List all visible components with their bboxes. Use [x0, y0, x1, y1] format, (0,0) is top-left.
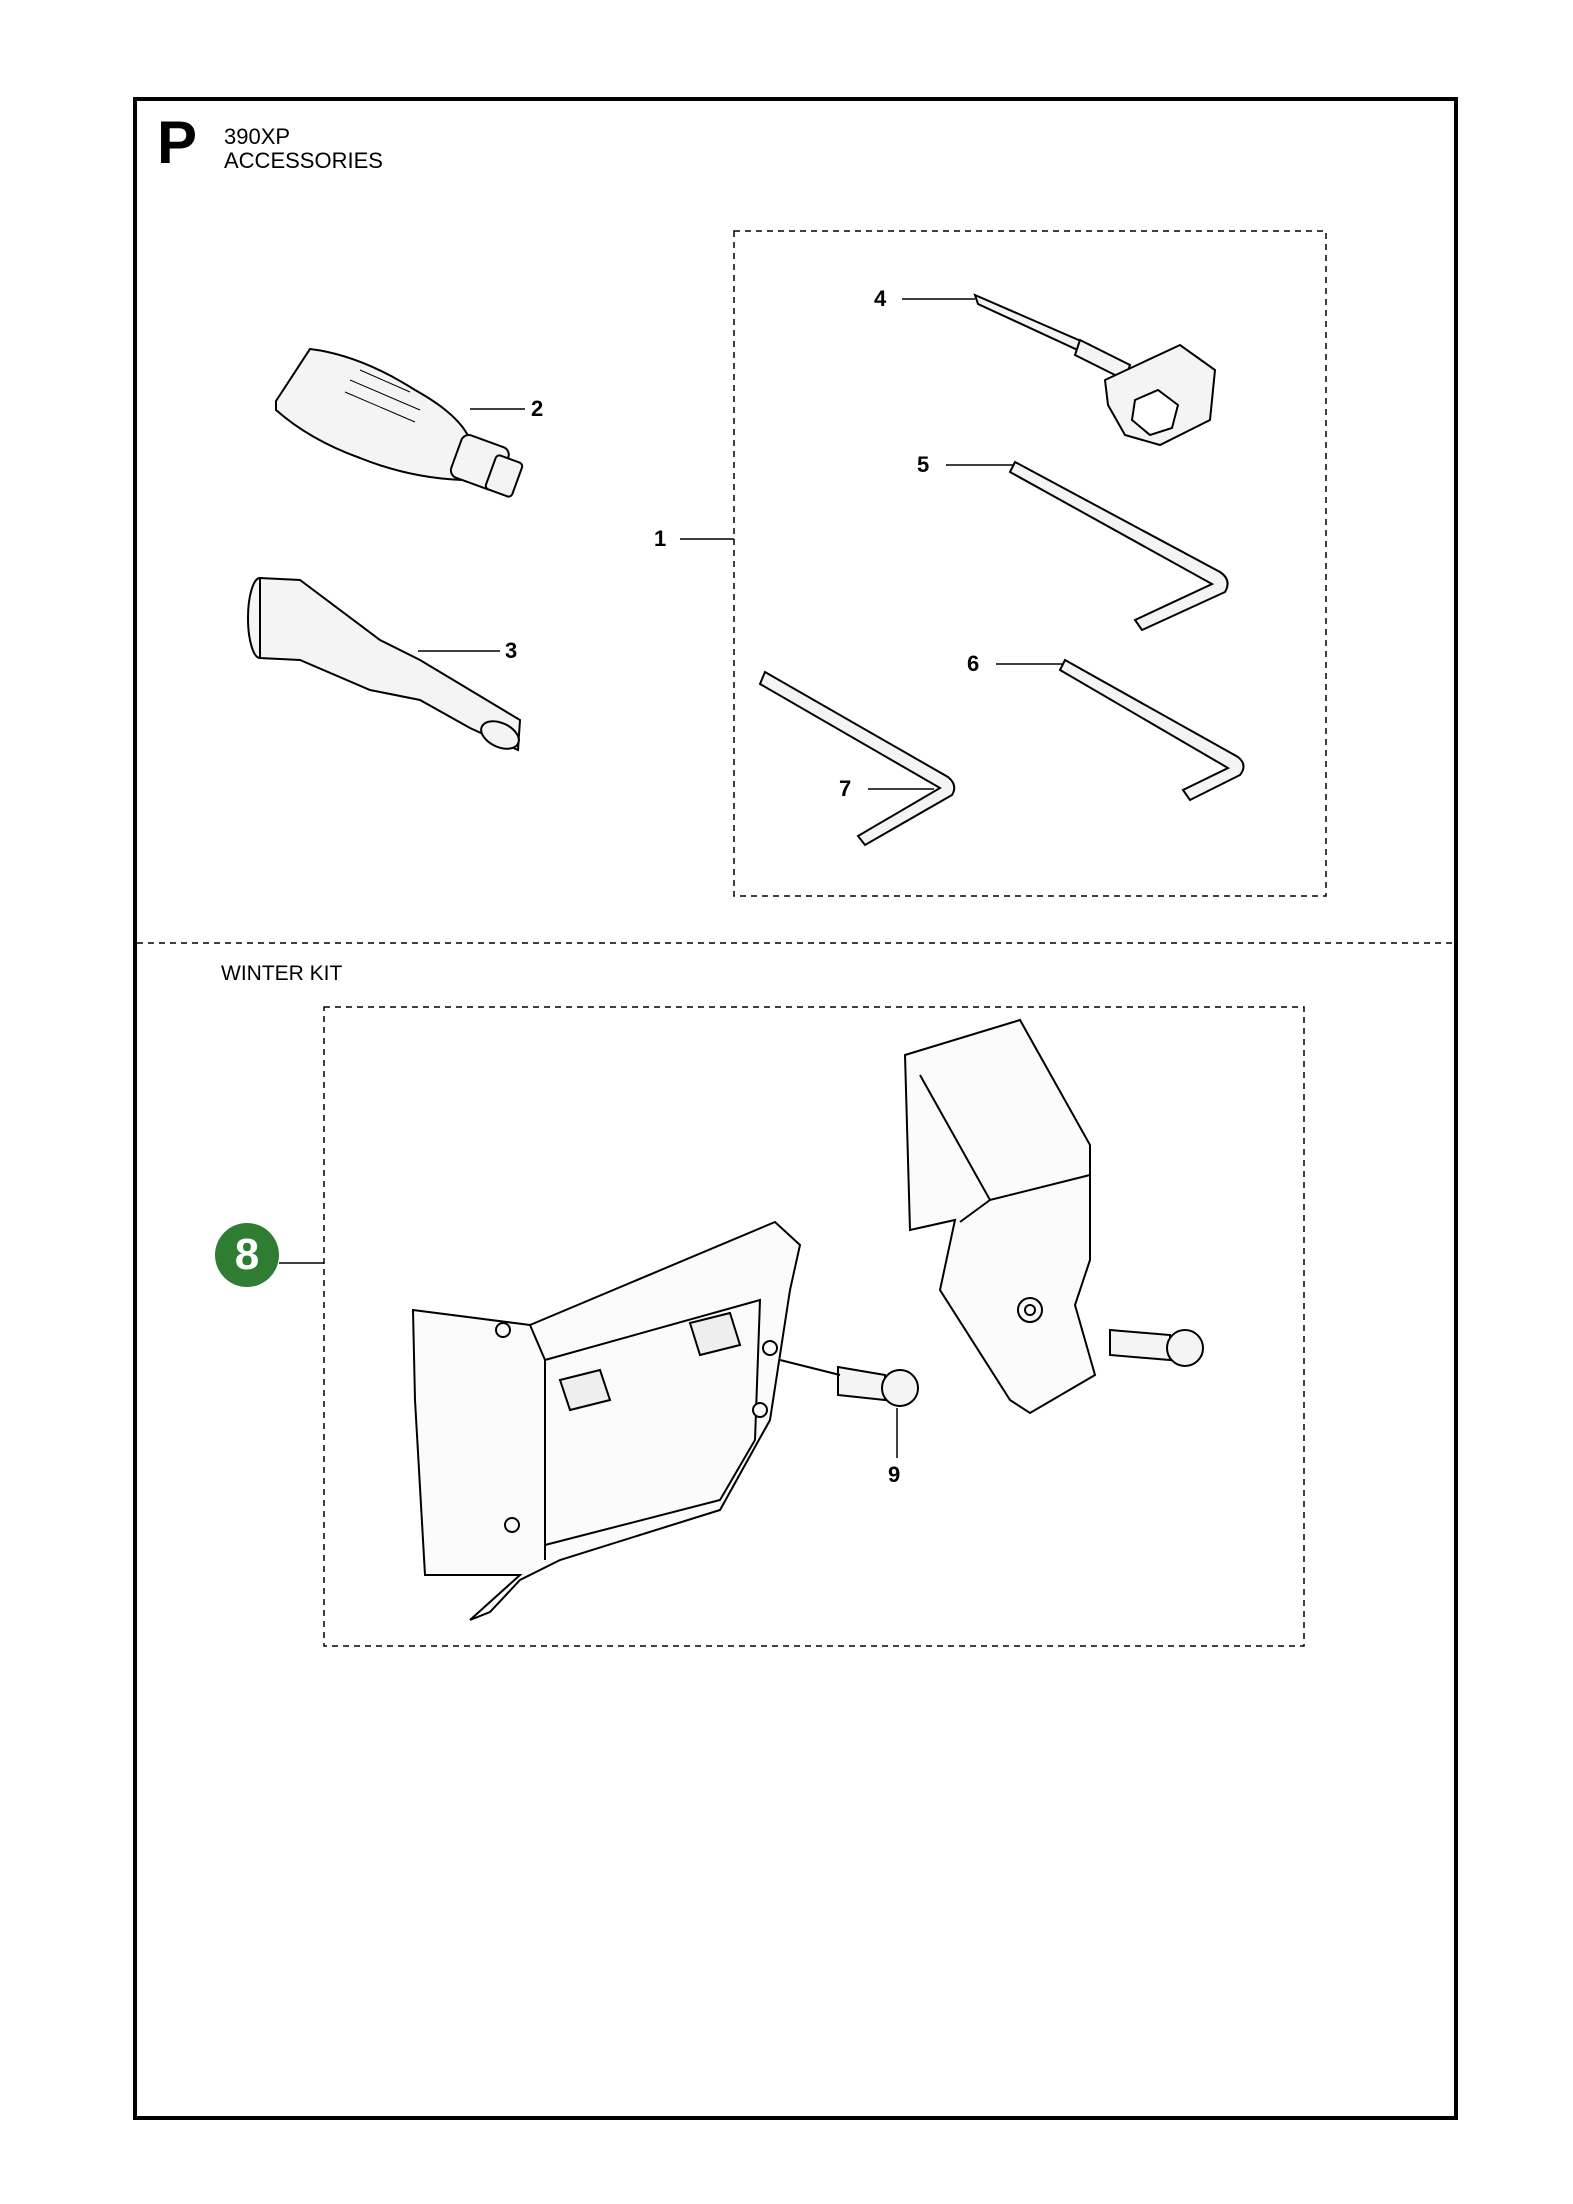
winter-shroud-drawing: [905, 1020, 1095, 1413]
hex-key-5-drawing: [1010, 462, 1228, 630]
callout-8-badge: 8: [215, 1223, 279, 1287]
grease-tube-drawing: [276, 349, 523, 498]
callout-7: 7: [839, 776, 852, 801]
callout-6: 6: [967, 651, 980, 676]
callout-1: 1: [654, 526, 667, 551]
callout-5: 5: [917, 452, 930, 477]
callout-2: 2: [531, 396, 544, 421]
winter-kit-title: WINTER KIT: [221, 962, 343, 985]
callout-4: 4: [874, 286, 887, 311]
torx-key-7-drawing: [760, 672, 954, 845]
hex-key-6-drawing: [1060, 660, 1244, 800]
screw-9-drawing: [780, 1360, 918, 1406]
tool-kit-box: [734, 231, 1326, 896]
combination-spanner-drawing: [975, 295, 1215, 445]
model-name: 390XP: [224, 124, 291, 149]
callout-9: 9: [888, 1462, 901, 1487]
winter-cover-plate-drawing: [413, 1222, 800, 1620]
piston-stop-drawing: [248, 578, 523, 754]
callout-3: 3: [505, 638, 518, 663]
page-title: ACCESSORIES: [224, 148, 383, 173]
screw-shroud-drawing: [1110, 1330, 1203, 1366]
section-letter: P: [157, 109, 198, 176]
